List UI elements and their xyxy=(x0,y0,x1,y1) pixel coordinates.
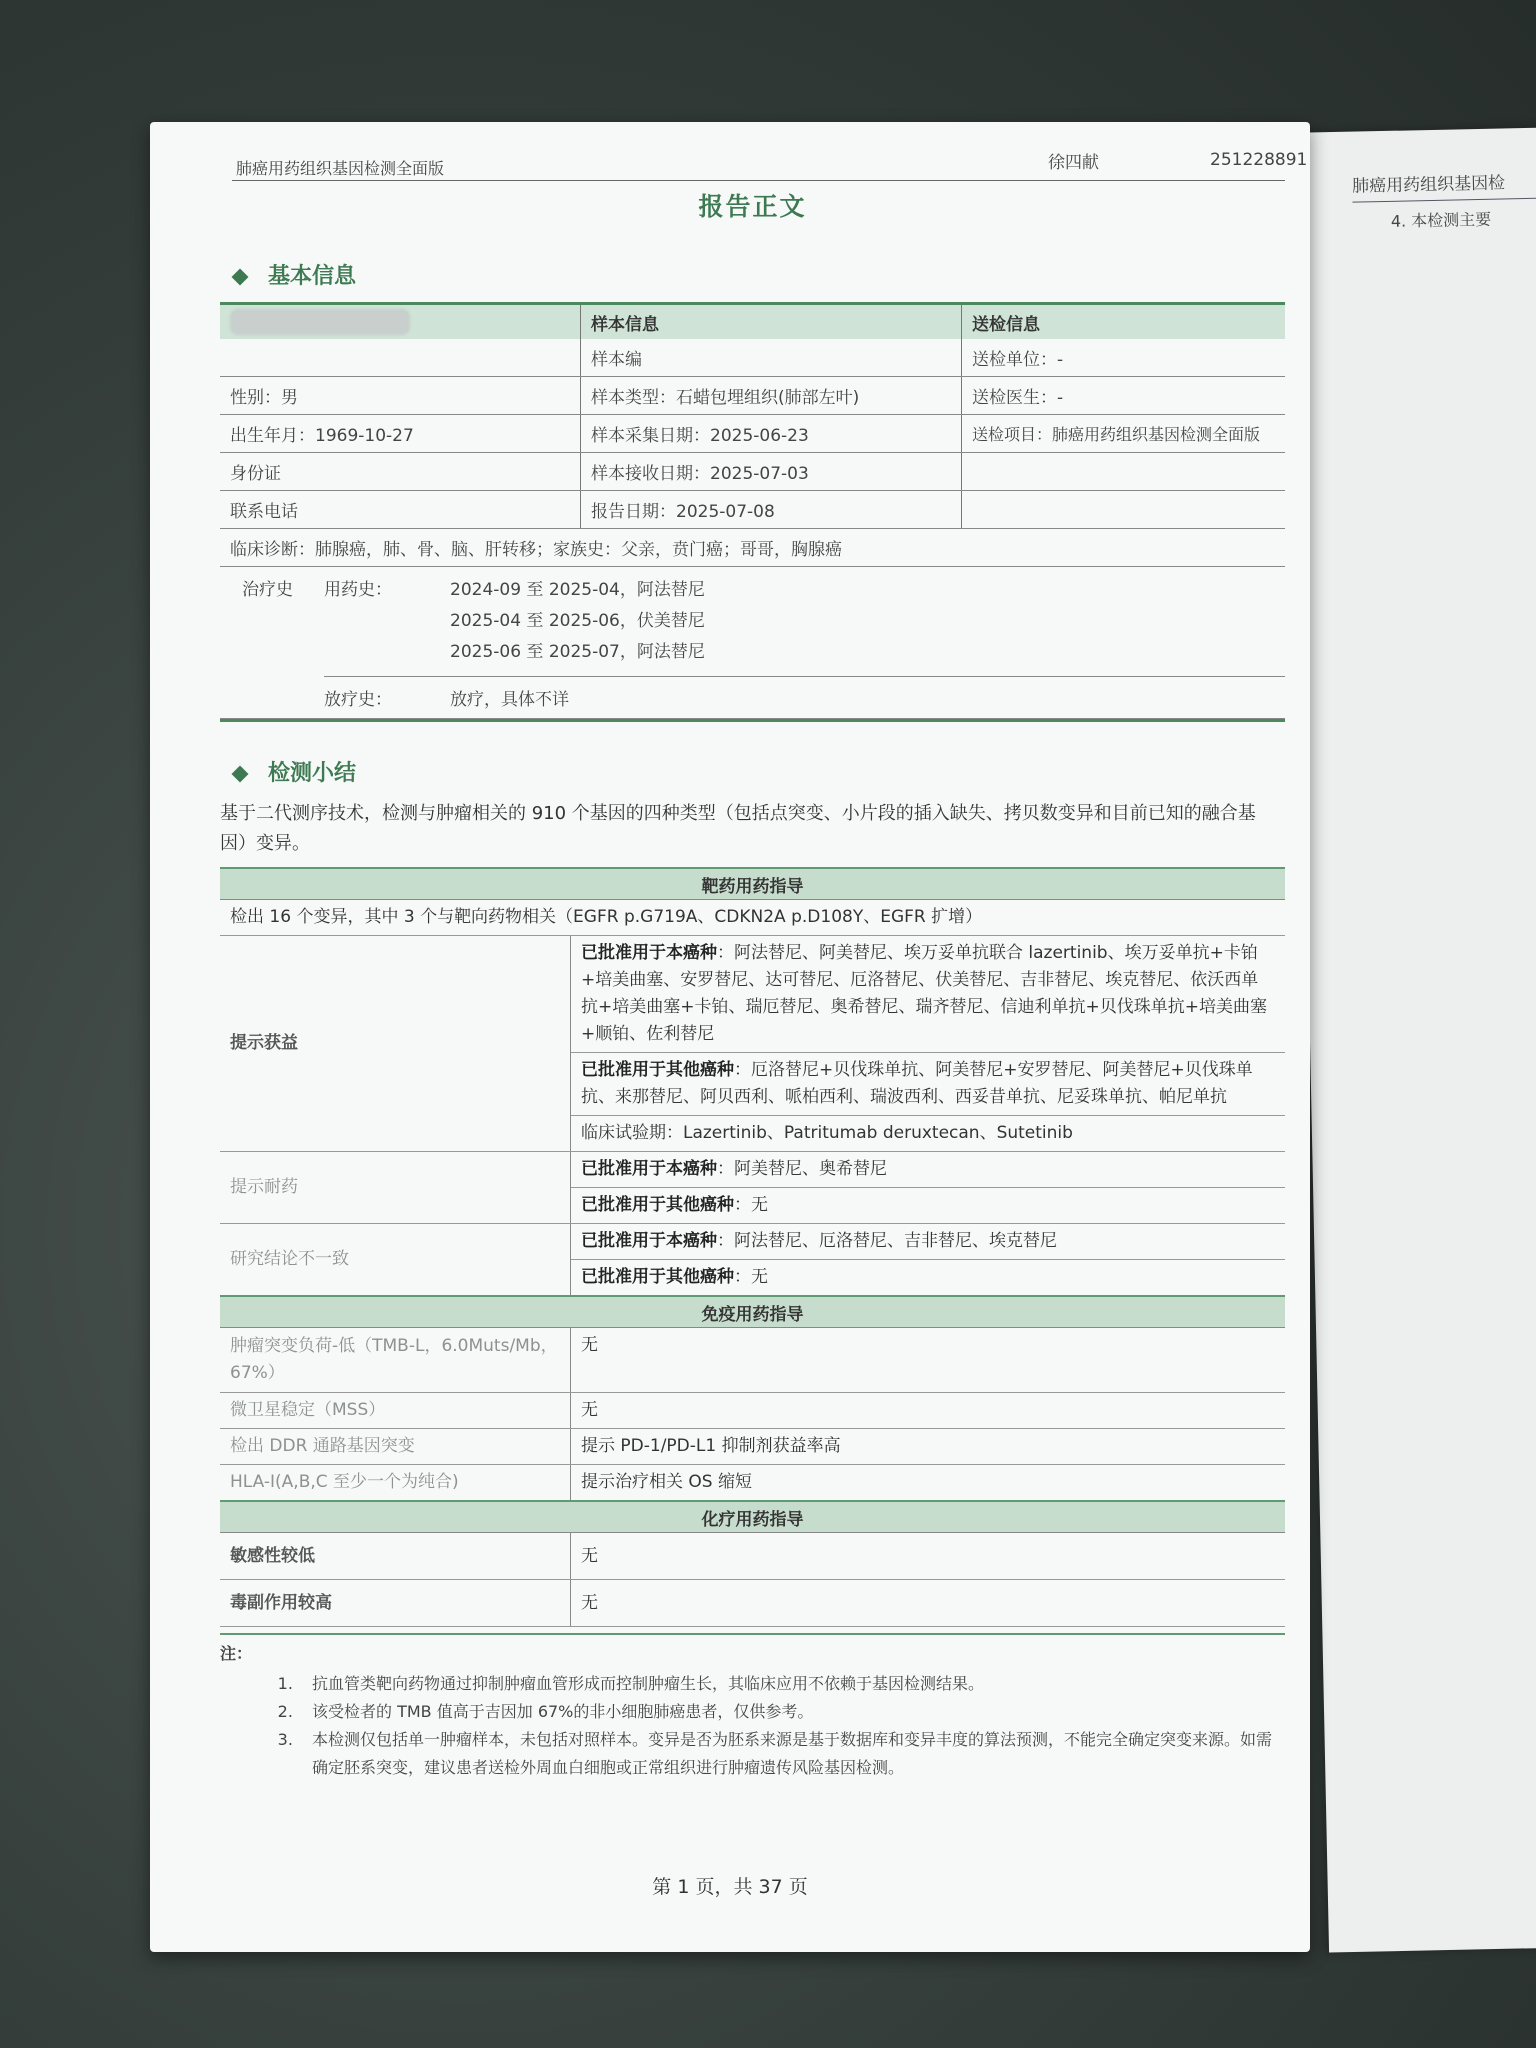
sample-field: 样本编 xyxy=(581,339,962,377)
blurred-header-cell xyxy=(220,304,581,340)
immuno-value: 无 xyxy=(571,1393,1286,1429)
resistance-label: 提示耐药 xyxy=(220,1152,571,1224)
table-row xyxy=(220,415,1285,453)
drug-history-list xyxy=(450,575,705,668)
table-row xyxy=(220,1152,1285,1188)
detected-variants: 检出 16 个变异，其中 3 个与靶向药物相关（EGFR p.G719A、CDKN2A p.D108Y、EGFR 扩增） xyxy=(220,900,1285,936)
resist-other-key: 已批准用于其他癌种 xyxy=(581,1195,734,1215)
notes xyxy=(220,1633,1285,1782)
section-title: 检测小结 xyxy=(268,761,357,786)
table-row xyxy=(220,377,1285,415)
submit-field: 送检医生：- xyxy=(962,377,1286,415)
clinical-trial xyxy=(571,1116,1286,1152)
table-row xyxy=(220,936,1285,1053)
benefit-label: 提示获益 xyxy=(220,936,571,1152)
facing-page-rule xyxy=(1352,197,1536,202)
incons-this-value: ：阿法替尼、厄洛替尼、吉非替尼、埃克替尼 xyxy=(717,1231,1057,1251)
guidance-table xyxy=(220,867,1285,1627)
incons-other-cancer xyxy=(571,1260,1286,1297)
sample-field: 样本类型：石蜡包埋组织(肺部左叶) xyxy=(581,377,962,415)
page-header xyxy=(220,140,1308,180)
table-row xyxy=(220,1533,1285,1580)
patient-field: 性别：男 xyxy=(220,377,581,415)
chemo-value: 无 xyxy=(571,1533,1286,1580)
diamond-icon xyxy=(232,766,249,783)
benefit-other-value: ：厄洛替尼+贝伐珠单抗、阿美替尼+安罗替尼、阿美替尼+贝伐珠单抗、来那替尼、阿贝西利、哌柏西利、瑞波西利、西妥昔单抗、尼妥珠单抗、帕尼单抗 xyxy=(581,1060,1253,1107)
trial-key: 临床试验期 xyxy=(581,1123,666,1143)
table-row xyxy=(220,1580,1285,1627)
summary-text: 基于二代测序技术，检测与肿瘤相关的 910 个基因的四种类型（包括点突变、小片段的插入缺失、拷贝数变异和目前已知的融合基因）变异。 xyxy=(220,803,1256,854)
patient-field: 联系电话 xyxy=(220,491,581,529)
table-row xyxy=(220,1429,1285,1465)
table-row xyxy=(220,339,1285,377)
section-title: 基本信息 xyxy=(268,264,357,289)
note-item: 2. 该受检者的 TMB 值高于吉因加 67%的非小细胞肺癌患者，仅供参考。 xyxy=(298,1698,1285,1726)
immuno-value: 无 xyxy=(571,1328,1286,1393)
benefit-this-cancer xyxy=(571,936,1286,1053)
table-row xyxy=(220,1465,1285,1502)
report-id: 251228891 xyxy=(1210,150,1308,170)
note-item: 1. 抗血管类靶向药物通过抑制肿瘤血管形成而控制肿瘤生长，其临床应用不依赖于基因检测结果。 xyxy=(298,1670,1285,1698)
page-footer: 第 1 页，共 37 页 xyxy=(652,1876,808,1898)
resist-this-key: 已批准用于本癌种 xyxy=(581,1159,717,1179)
inconsistent-label: 研究结论不一致 xyxy=(220,1224,571,1297)
table-row xyxy=(220,491,1285,529)
radiotherapy-value: 放疗，具体不详 xyxy=(450,690,569,710)
submit-field xyxy=(962,491,1286,529)
immuno-label: 肿瘤突变负荷-低（TMB-L，6.0Muts/Mb，67%） xyxy=(220,1328,571,1393)
benefit-other-key: 已批准用于其他癌种 xyxy=(581,1060,734,1080)
report-page xyxy=(150,122,1310,1952)
benefit-other-cancer xyxy=(571,1053,1286,1116)
page-title: 报告正文 xyxy=(698,192,807,221)
incons-this-key: 已批准用于本癌种 xyxy=(581,1231,717,1251)
basic-info-bottom-rule xyxy=(220,719,1285,722)
sample-field: 样本采集日期：2025-06-23 xyxy=(581,415,962,453)
trial-value: ：Lazertinib、Patritumab deruxtecan、Sutetinib xyxy=(666,1123,1073,1143)
immuno-value: 提示 PD-1/PD-L1 抑制剂获益率高 xyxy=(571,1429,1286,1465)
submit-field xyxy=(962,453,1286,491)
radiotherapy-label: 放疗史： xyxy=(324,690,392,710)
incons-this-cancer xyxy=(571,1224,1286,1260)
immuno-header: 免疫用药指导 xyxy=(220,1296,1285,1328)
treatment-label: 治疗史 xyxy=(242,580,293,600)
report-name: 肺癌用药组织基因检测全面版 xyxy=(236,159,445,178)
facing-page-note: 4. 本检测主要 xyxy=(1390,209,1492,231)
submit-info-header: 送检信息 xyxy=(962,304,1286,340)
drug-history-item: 2025-06 至 2025-07，阿法替尼 xyxy=(450,642,705,662)
benefit-this-value: ：阿法替尼、阿美替尼、埃万妥单抗联合 lazertinib、埃万妥单抗+卡铂+培美曲塞、安罗替尼、达可替尼、厄洛替尼、伏美替尼、吉非替尼、埃克替尼、依沃西单抗+培美曲塞+卡铂、瑞厄替尼、奥希替尼、瑞齐替尼、信迪利单抗+贝伐珠单抗+培美曲塞+顺铂、佐利替尼 xyxy=(581,943,1267,1044)
notes-title: 注： xyxy=(220,1644,253,1663)
immuno-label: 微卫星稳定（MSS） xyxy=(220,1393,571,1429)
clinical-diagnosis: 临床诊断：肺腺癌，肺、骨、脑、肝转移；家族史：父亲，贲门癌；哥哥，胸腺癌 xyxy=(220,529,1285,567)
drug-history-item: 2025-04 至 2025-06，伏美替尼 xyxy=(450,611,705,631)
patient-field xyxy=(220,339,581,377)
facing-page-header: 肺癌用药组织基因检 xyxy=(1351,173,1506,197)
immuno-value: 提示治疗相关 OS 缩短 xyxy=(571,1465,1286,1502)
note-item: 3. 本检测仅包括单一肿瘤样本，未包括对照样本。变异是否为胚系来源是基于数据库和变异丰度的算法预测，不能完全确定突变来源。如需确定胚系突变，建议患者送检外周血白细胞或正常组织进行肿瘤遗传风险基因检测。 xyxy=(298,1726,1285,1782)
notes-list xyxy=(220,1670,1285,1782)
patient-field: 出生年月：1969-10-27 xyxy=(220,415,581,453)
drug-history-label: 用药史： xyxy=(324,580,392,600)
sample-info-header: 样本信息 xyxy=(581,304,962,340)
sample-field: 报告日期：2025-07-08 xyxy=(581,491,962,529)
resist-this-cancer xyxy=(571,1152,1286,1188)
table-row xyxy=(220,453,1285,491)
resist-this-value: ：阿美替尼、奥希替尼 xyxy=(717,1159,887,1179)
targeted-header: 靶药用药指导 xyxy=(220,868,1285,900)
table-row xyxy=(220,1328,1285,1393)
immuno-label: HLA-I(A,B,C 至少一个为纯合) xyxy=(220,1465,571,1502)
chemo-label: 毒副作用较高 xyxy=(220,1580,571,1627)
facing-page xyxy=(1291,127,1536,1952)
sample-field: 样本接收日期：2025-07-03 xyxy=(581,453,962,491)
benefit-this-key: 已批准用于本癌种 xyxy=(581,943,717,963)
table-row xyxy=(220,1224,1285,1260)
diamond-icon xyxy=(232,269,249,286)
patient-field: 身份证 xyxy=(220,453,581,491)
immuno-label: 检出 DDR 通路基因突变 xyxy=(220,1429,571,1465)
section-summary xyxy=(234,756,1285,787)
drug-history-item: 2024-09 至 2025-04，阿法替尼 xyxy=(450,580,705,600)
basic-info-table xyxy=(220,302,1285,719)
section-basic-info xyxy=(234,259,1285,290)
table-row xyxy=(220,1393,1285,1429)
chemo-header: 化疗用药指导 xyxy=(220,1501,1285,1533)
chemo-value: 无 xyxy=(571,1580,1286,1627)
submit-field: 送检单位：- xyxy=(962,339,1286,377)
table-row xyxy=(220,529,1285,567)
chemo-label: 敏感性较低 xyxy=(220,1533,571,1580)
header-rule xyxy=(232,180,1285,181)
patient-name: 徐四献 xyxy=(1048,153,1099,173)
incons-other-value: ：无 xyxy=(734,1267,768,1287)
resist-other-cancer xyxy=(571,1188,1286,1224)
resist-other-value: ：无 xyxy=(734,1195,768,1215)
submit-field: 送检项目：肺癌用药组织基因检测全面版 xyxy=(962,415,1286,453)
incons-other-key: 已批准用于其他癌种 xyxy=(581,1267,734,1287)
treatment-row xyxy=(220,567,1285,719)
